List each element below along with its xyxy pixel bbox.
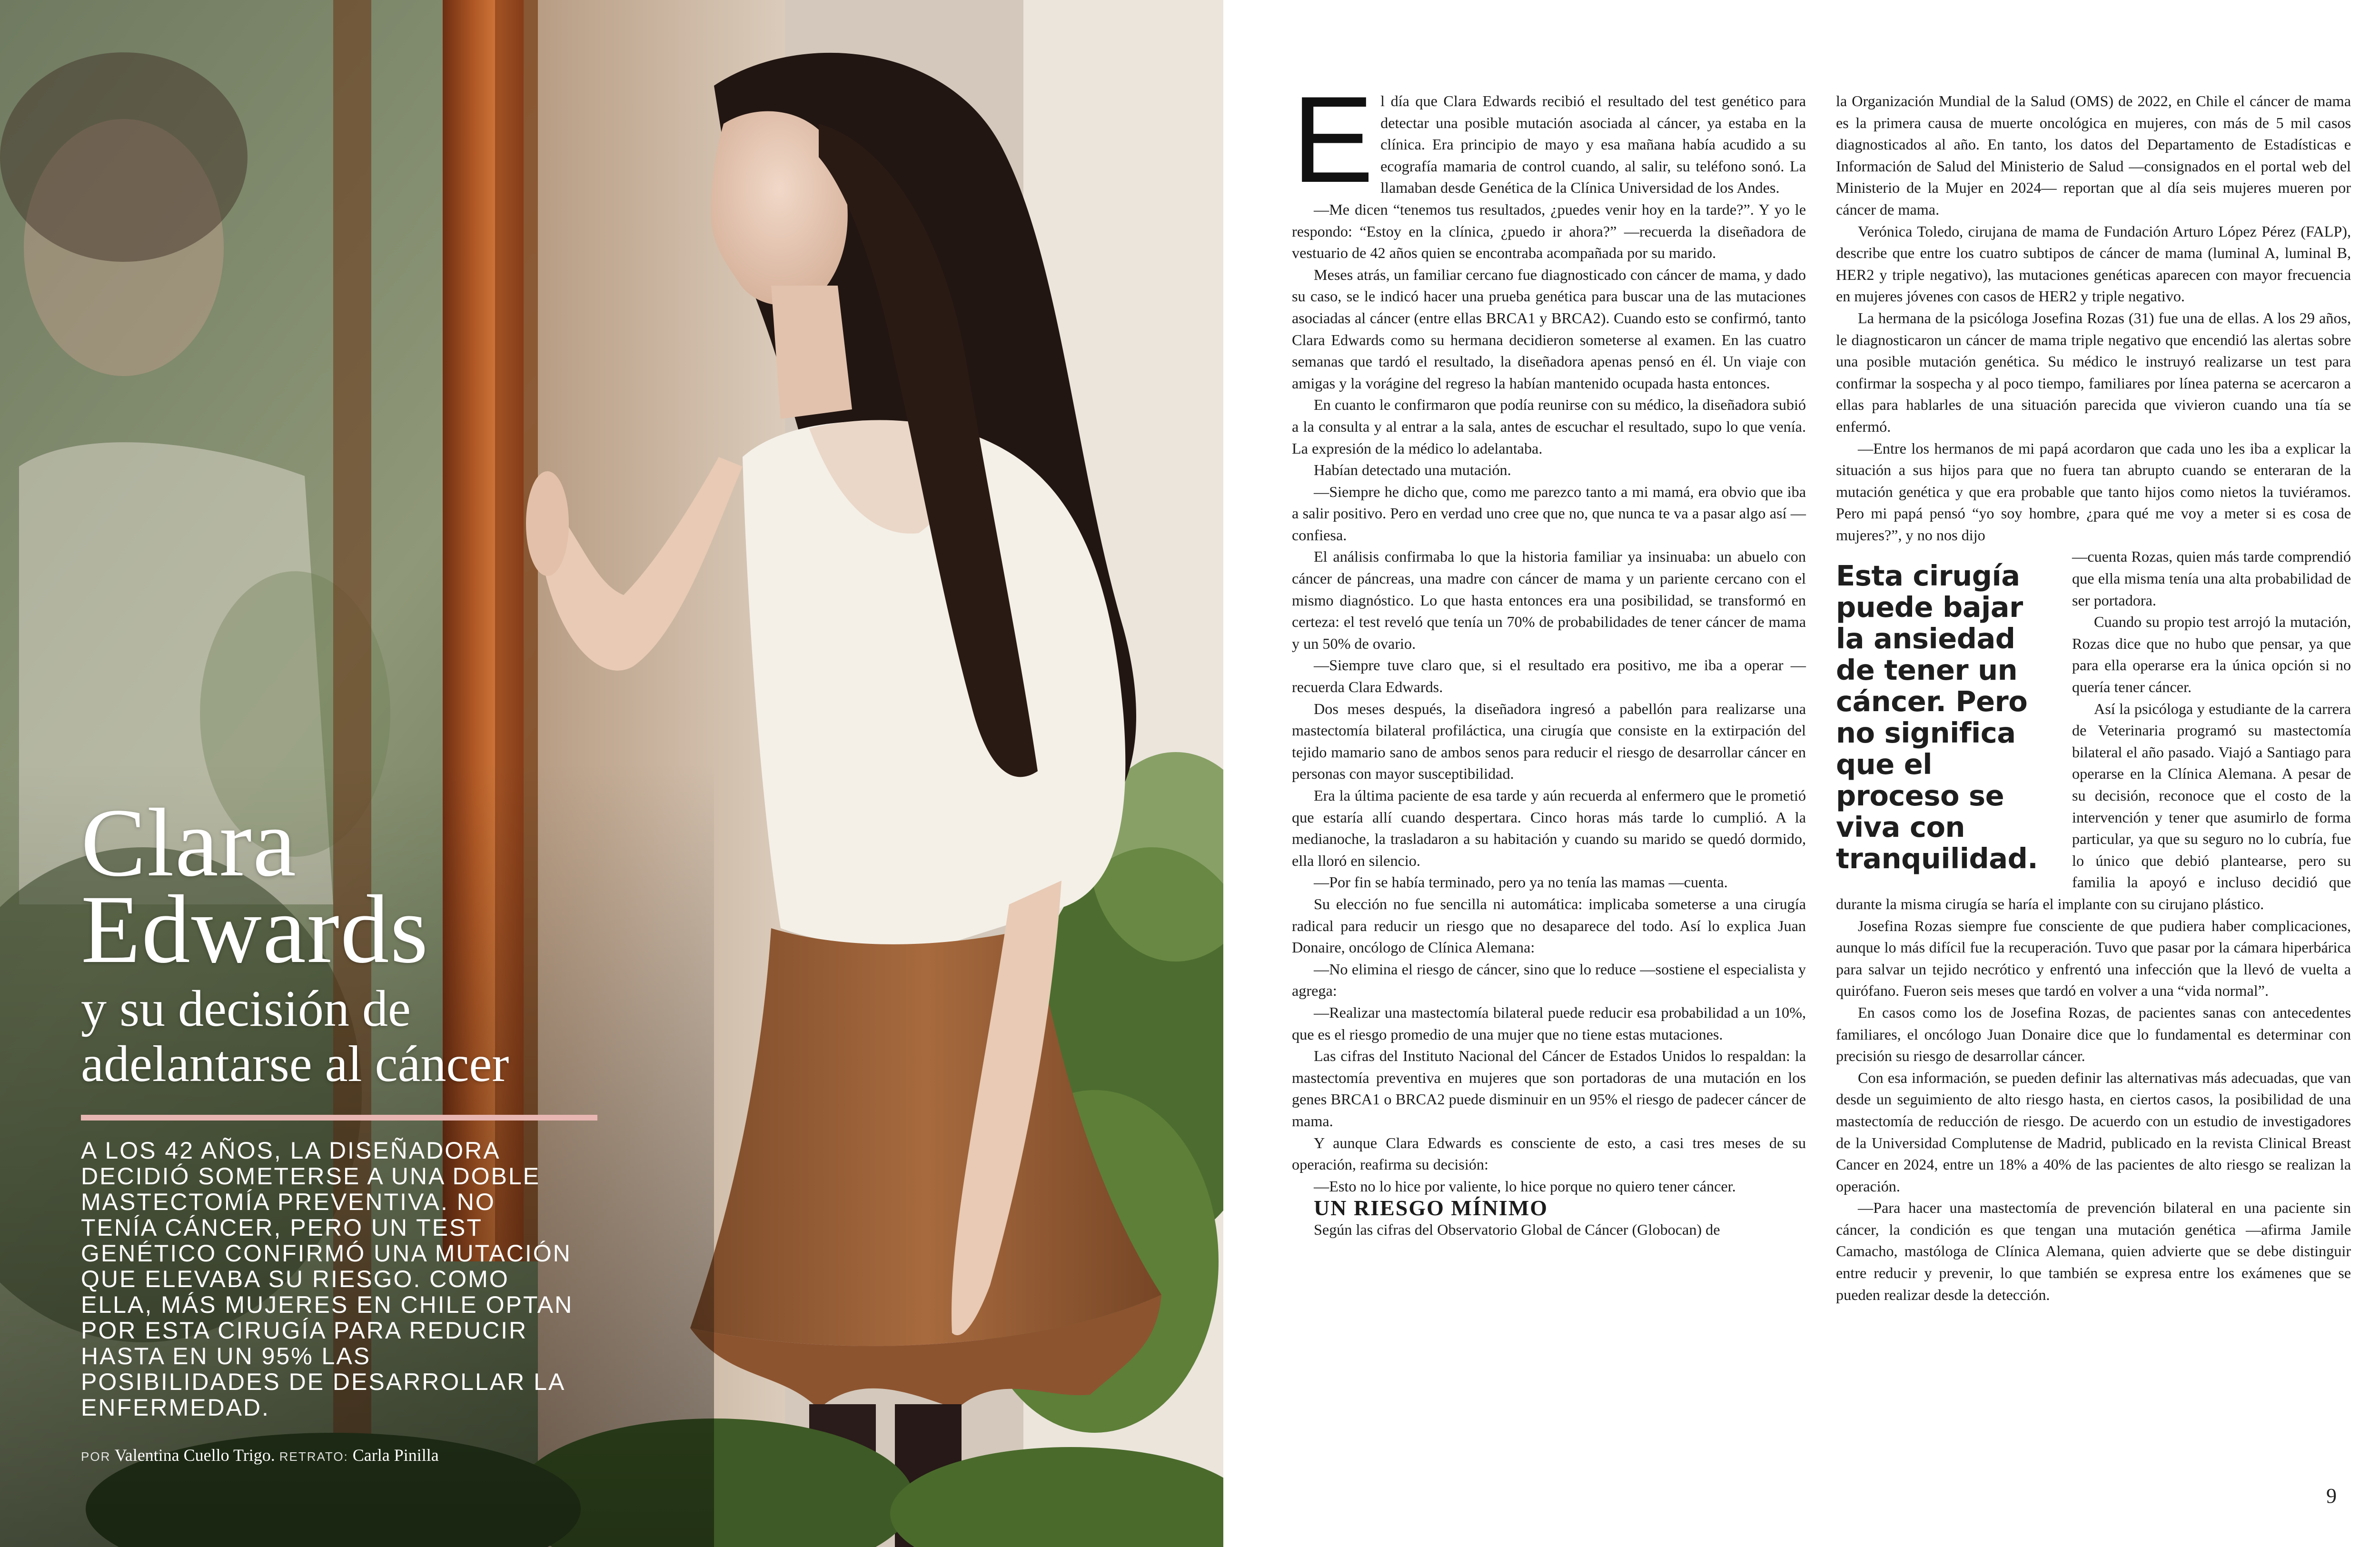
paragraph: —No elimina el riesgo de cáncer, sino que lo reduce —sostiene el especialista y agrega: xyxy=(1292,960,1806,1000)
paragraph: En casos como los de Josefina Rozas, de pacientes sanas con antecedentes familiares, el oncólogo Juan Donaire dice que lo fundamental es determinar con precisión su riesgo de desarrollar cáncer. xyxy=(1836,1003,2351,1065)
paragraph: Meses atrás, un familiar cercano fue diagnosticado con cáncer de mama, y dado su caso, se le indicó hacer una prueba genética para buscar una de las mutaciones asociadas al cáncer (entre ellas BRCA1 y BRCA2). Cuando esto se confirmó, tanto Clara Edwards como su hermana decidieron someterse al examen. En las cuatro semanas que tardó el resultado, la diseñadora apenas pensó en él. Un viaje con amigas y la vorágine del regreso la habían mantenido ocupada hasta entonces. xyxy=(1292,266,1806,392)
paragraph: —Me dicen “tenemos tus resultados, ¿puedes venir hoy en la tarde?”. Y yo le respondo: “Estoy en la clínica, ¿puedo ir ahora?” —recuerda la diseñadora de vestuario de 42 años quien se encontraba acompañada por su marido. xyxy=(1292,200,1806,262)
paragraph: En cuanto le confirmaron que podía reunirse con su médico, la diseñadora subió a la consulta y al entrar a la sala, antes de escuchar el resultado, supo lo que venía. La expresión de la médico lo adelantaba. xyxy=(1292,396,1806,457)
paragraph: Y aunque Clara Edwards es consciente de esto, a casi tres meses de su operación, reafirma su decisión: xyxy=(1292,1134,1806,1173)
byline-photographer: Carla Pinilla xyxy=(352,1446,439,1465)
byline-retrato-label: RETRATO: xyxy=(279,1449,348,1464)
paragraph: la Organización Mundial de la Salud (OMS) de 2022, en Chile el cáncer de mama es la primera causa de muerte oncológica en mujeres, con más de 5 mil casos diagnosticados al año. En tanto, los datos del Departamento de Estadísticas e Información de Salud del Ministerio de Salud —consignados en el portal web del Ministerio de la Mujer en 2024— reportan que al día seis mujeres mueren por cáncer de mama. xyxy=(1836,92,2351,218)
headline-name-line1: Clara xyxy=(81,789,297,897)
pull-quote: Esta cirugía puede bajar la ansiedad de tener un cáncer. Pero no significa que el proceso se viva con tranquilidad. xyxy=(1836,559,2038,875)
paragraph: Las cifras del Instituto Nacional del Cáncer de Estados Unidos lo respaldan: la mastectomía preventiva en mujeres que son portadoras de una mutación en los genes BRCA1 o BRCA2 puede disminuir en un 95% el riesgo de padecer cáncer de mama. xyxy=(1292,1047,1806,1130)
paragraph: —Por fin se había terminado, pero ya no tenía las mamas —cuenta. xyxy=(1314,873,1728,891)
paragraph: Era la última paciente de esa tarde y aún recuerda al enfermero que le prometió que estaría allí cuando despertara. Cinco horas más tarde lo cumplió. A la medianoche, la trasladaron a su habitación y cuando su marido se quedó dormido, ella lloró en silencio. xyxy=(1292,787,1806,869)
headline-subtitle-line1: y su decisión de xyxy=(81,981,411,1037)
paragraph: La hermana de la psicóloga Josefina Rozas (31) fue una de ellas. A los 29 años, le diagnosticaron un cáncer de mama triple negativo que encendió las alertas sobre una posible mutación genética. Su médico le instruyó realizarse un test para confirmar la sospecha y al poco tiempo, familiares por línea paterna se acercaron a ellas para hablarles de una situación parecida que vivieron cuando una tía se enfermó. xyxy=(1836,309,2351,435)
article-column-1 xyxy=(1292,70,1806,1240)
headline-subtitle xyxy=(81,982,652,1092)
paragraph: Dos meses después, la diseñadora ingresó a pabellón para realizarse una mastectomía bilateral profiláctica, una cirugía que consiste en la extirpación del tejido mamario sano de ambos senos para reducir el riesgo de desarrollar cáncer en personas con mayor susceptibilidad. xyxy=(1292,700,1806,783)
headline-subtitle-line2: adelantarse al cáncer xyxy=(81,1036,509,1092)
paragraph: —Entre los hermanos de mi papá acordaron que cada uno les iba a explicar la situación a sus hijos para que no fuera tan abrupto cuando se enteraran de la mutación genética y que era probable que tanto hijos como nietos la tuviéramos. Pero mi papá pensó “yo soy hombre, ¿para qué me voy a meter si es cosa de mujeres?”, y no nos dijo xyxy=(1836,439,2351,544)
dek: A LOS 42 AÑOS, LA DISEÑADORA DECIDIÓ SOMETERSE A UNA DOBLE MASTECTOMÍA PREVENTIVA. NO TENÍA CÁNCER, PERO UN TEST GENÉTICO CONFIRMÓ UNA MUTACIÓN QUE ELEVABA SU RIESGO. COMO ELLA, MÁS MUJERES EN CHILE OPTAN POR ESTA CIRUGÍA PARA REDUCIR HASTA EN UN 95% LAS POSIBILIDADES DE DESARROLLAR LA ENFERMEDAD. xyxy=(81,1137,574,1421)
paragraph: —Realizar una mastectomía bilateral puede reducir esa probabilidad a un 10%, que es el riesgo promedio de una mujer que no tiene estas mutaciones. xyxy=(1292,1003,1806,1043)
article-column-2 xyxy=(1836,90,2351,1306)
accent-rule xyxy=(81,1115,597,1121)
paragraph: —cuenta Rozas, quien más tarde comprendió que ella misma tenía una alta probabilidad de ser portadora. xyxy=(2072,548,2351,609)
page-number: 9 xyxy=(2326,1484,2337,1507)
paragraph: Habían detectado una mutación. xyxy=(1314,461,1511,479)
paragraph: —Siempre tuve claro que, si el resultado era positivo, me iba a operar —recuerda Clara Edwards. xyxy=(1292,656,1806,696)
paragraph: —Para hacer una mastectomía de prevención bilateral en una paciente sin cáncer, la condición es que tengan una mutación genética —afirma Jamile Camacho, mastóloga de Clínica Alemana, quien advierte que se debe distinguir entre reducir y prevenir, lo que también se expresa entre los exámenes que se pueden realizar desde la detección. xyxy=(1836,1199,2351,1303)
byline-author: Valentina Cuello Trigo. xyxy=(114,1446,275,1465)
byline xyxy=(81,1445,439,1465)
paragraph: Josefina Rozas siempre fue consciente de que pudiera haber complicaciones, aunque lo más difícil fue la recuperación. Tuvo que pasar por la cámara hiperbárica para salvar un tejido necrótico y enfrentó una infección que la llevó de vuelta a quirófano. Fueron seis meses que tardó en volver a una “vida normal”. xyxy=(1836,917,2351,1000)
paragraph: Verónica Toledo, cirujana de mama de Fundación Arturo López Pérez (FALP), describe que entre los cuatro subtipos de cáncer de mama (luminal A, luminal B, HER2 y triple negativo), las mutaciones genéticas aparecen con mayor frecuencia en mujeres jóvenes con casos de HER2 y triple negativo. xyxy=(1836,222,2351,305)
byline-por-label: POR xyxy=(81,1449,111,1464)
paragraph: Así la psicóloga y estudiante de la carrera de Veterinaria programó su mastectomía bilateral el año pasado. Viajó a Santiago para operarse en la Clínica Alemana. A pesar de su decisión, reconoce que el costo de la intervención y tener que asumirlo de forma particular, ya que su seguro no lo cubría, fue lo único que debió plantearse, pero su familia la apoyó e incluso decidió que durante la misma cirugía se haría el implante con su cirujano plástico. xyxy=(1836,700,2351,912)
paragraph: Su elección no fue sencilla ni automática: implicaba someterse a una cirugía radical para reducir un riesgo que no desaparece del todo. Así lo explica Juan Donaire, oncólogo de Clínica Alemana: xyxy=(1292,895,1806,956)
paragraph: Según las cifras del Observatorio Global de Cáncer (Globocan) de xyxy=(1314,1220,1720,1238)
paragraph: —Esto no lo hice por valiente, lo hice porque no quiero tener cáncer. xyxy=(1314,1177,1736,1195)
paragraph: El análisis confirmaba lo que la historia familiar ya insinuaba: un abuelo con cáncer de páncreas, una madre con cáncer de mama y un pariente cercano con el mismo diagnóstico. Lo que hasta entonces era una posibilidad, se transformó en certeza: el test reveló que tenía un 70% de probabilidades de tener cáncer de mama y un 50% de ovario. xyxy=(1292,548,1806,652)
paragraph: —Siempre he dicho que, como me parezco tanto a mi mamá, era obvio que iba a salir positivo. Pero en verdad uno cree que no, que nunca te va a pasar algo así —confiesa. xyxy=(1292,483,1806,544)
section-subhead: UN RIESGO MÍNIMO xyxy=(1314,1196,1548,1220)
headline-name xyxy=(81,789,652,983)
paragraph: l día que Clara Edwards recibió el resultado del test genético para detectar una posible mutación asociada al cáncer, ya estaba en la clínica. Era principio de mayo y esa mañana había acudido a su ecografía mamaria de control cuando, al salir, su teléfono sonó. La llamaban desde Genética de la Clínica Universidad de los Andes. xyxy=(1380,92,1806,197)
headline-name-line2: Edwards xyxy=(81,875,429,983)
paragraph: Cuando su propio test arrojó la mutación, Rozas dice que no hubo que pensar, ya que para ella operarse era la única opción si no quería tener cáncer. xyxy=(2072,613,2351,696)
headline xyxy=(81,789,652,1092)
paragraph: Con esa información, se pueden definir las alternativas más adecuadas, que van desde un seguimiento de alto riesgo hasta, en ciertos casos, la posibilidad de una mastectomía de reducción de riesgo. De acuerdo con un estudio de investigadores de la Universidad Complutense de Madrid, publicado en la revista Clinical Breast Cancer en 2024, entre un 18% a 40% de las pacientes de alto riesgo se realizan la operación. xyxy=(1836,1069,2351,1195)
drop-cap: E xyxy=(1292,70,1374,208)
text-page xyxy=(1223,0,2380,1547)
